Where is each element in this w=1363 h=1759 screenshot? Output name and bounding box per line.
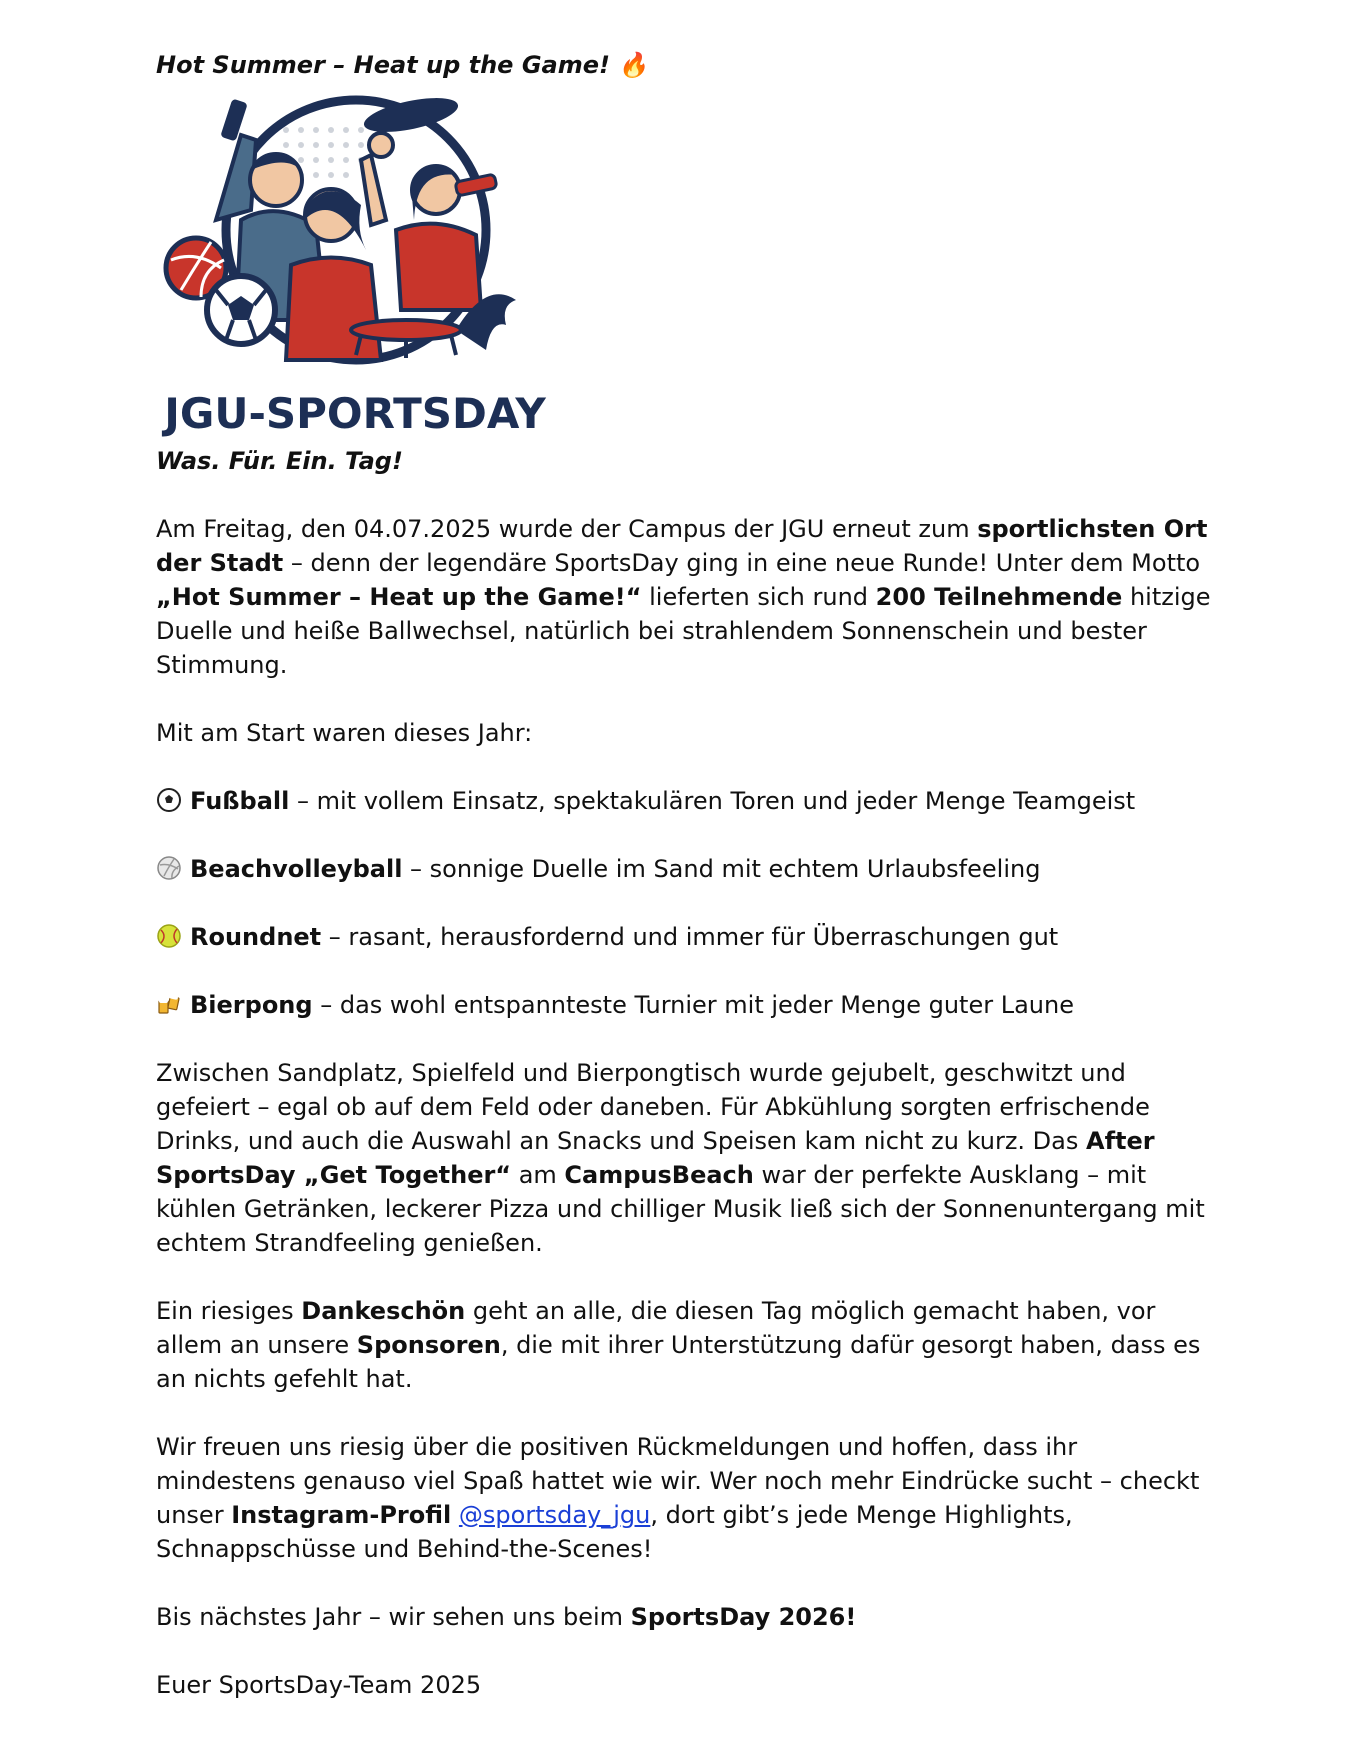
volleyball-icon bbox=[156, 855, 182, 881]
softball-icon bbox=[156, 923, 182, 949]
thanks-bold-sponsoren: Sponsoren bbox=[356, 1331, 501, 1359]
intro-text-2: – denn der legendäre SportsDay ging in eine neue Runde! Unter dem Motto bbox=[283, 549, 1201, 577]
thanks-text-1: Ein riesiges bbox=[156, 1297, 302, 1325]
feedback-bold-instagram: Instagram-Profil bbox=[231, 1501, 452, 1529]
intro-text-3: lieferten sich rund bbox=[641, 583, 876, 611]
sport-desc: – rasant, herausfordernd und immer für Überraschungen gut bbox=[321, 923, 1059, 951]
sport-desc: – das wohl entspannteste Turnier mit jeder Menge guter Laune bbox=[312, 991, 1074, 1019]
event-bold-campusbeach: CampusBeach bbox=[564, 1161, 754, 1189]
beer-mugs-icon bbox=[156, 991, 182, 1017]
sport-item-fussball bbox=[156, 784, 1216, 818]
intro-paragraph bbox=[156, 512, 1216, 682]
sport-desc: – mit vollem Einsatz, spektakulären Toren und jeder Menge Teamgeist bbox=[289, 787, 1136, 815]
intro-bold-1: sportlichsten Ort der Stadt bbox=[156, 515, 1208, 577]
logo-illustration bbox=[156, 90, 554, 442]
event-text-3: war der perfekte Ausklang – mit kühlen Getränken, leckerer Pizza und chilliger Musik ließ sich der Sonnenuntergang mit echtem Strandfeeling genießen. bbox=[156, 1161, 1205, 1257]
closing-line bbox=[156, 1600, 1216, 1634]
intro-bold-motto: „Hot Summer – Heat up the Game!“ bbox=[156, 583, 642, 611]
feedback-paragraph bbox=[156, 1430, 1216, 1566]
feedback-text-1: Wir freuen uns riesig über die positiven Rückmeldungen und hoffen, dass ihr mindestens genauso viel Spaß hattet wie wir. Wer noch mehr Eindrücke sucht – checkt unser bbox=[156, 1433, 1200, 1529]
sport-item-roundnet bbox=[156, 920, 1216, 954]
fire-emoji-icon: 🔥 bbox=[618, 51, 649, 79]
jgu-sportsday-logo bbox=[156, 90, 554, 442]
sport-name: Beachvolleyball bbox=[190, 855, 403, 883]
sport-item-beachvolleyball bbox=[156, 852, 1216, 886]
logo-wordmark: JGU-SPORTSDAY bbox=[164, 389, 546, 438]
event-text-2: am bbox=[511, 1161, 565, 1189]
closing-bold: SportsDay 2026! bbox=[630, 1603, 857, 1631]
soccer-ball-icon bbox=[207, 276, 275, 344]
instagram-link[interactable]: @sportsday_jgu bbox=[458, 1501, 651, 1529]
subline: Was. Für. Ein. Tag! bbox=[156, 447, 403, 475]
sport-item-bierpong bbox=[156, 988, 1216, 1022]
sport-desc: – sonnige Duelle im Sand mit echtem Urlaubsfeeling bbox=[402, 855, 1041, 883]
event-paragraph bbox=[156, 1056, 1216, 1260]
headline-text: Hot Summer – Heat up the Game! bbox=[156, 51, 610, 79]
signature: Euer SportsDay-Team 2025 bbox=[156, 1671, 482, 1699]
thanks-text-2: geht an alle, die diesen Tag möglich gemacht haben, vor allem an unsere bbox=[156, 1297, 1156, 1359]
event-text-1: Zwischen Sandplatz, Spielfeld und Bierpongtisch wurde gejubelt, geschwitzt und gefeiert – egal ob auf dem Feld oder daneben. Für Abkühlung sorgten erfrischende Drinks, und auch die Auswahl an Snacks und Speisen kam nicht zu kurz. Das bbox=[156, 1059, 1150, 1155]
intro-text-1: Am Freitag, den 04.07.2025 wurde der Campus der JGU erneut zum bbox=[156, 515, 978, 543]
intro-text-4: hitzige Duelle und heiße Ballwechsel, natürlich bei strahlendem Sonnenschein und bester Stimmung. bbox=[156, 583, 1211, 679]
sport-name: Roundnet bbox=[190, 923, 322, 951]
sport-name: Bierpong bbox=[190, 991, 313, 1019]
document-body bbox=[156, 48, 1216, 1702]
start-line: Mit am Start waren dieses Jahr: bbox=[156, 719, 533, 747]
headline bbox=[156, 48, 1216, 82]
thanks-text-3: , die mit ihrer Unterstützung dafür gesorgt haben, dass es an nichts gefehlt hat. bbox=[156, 1331, 1201, 1393]
thanks-paragraph bbox=[156, 1294, 1216, 1396]
soccer-ball-icon bbox=[156, 787, 182, 813]
thanks-bold-dankeschoen: Dankeschön bbox=[301, 1297, 466, 1325]
event-bold-get-together: After SportsDay „Get Together“ bbox=[156, 1127, 1155, 1189]
sport-name: Fußball bbox=[190, 787, 290, 815]
intro-bold-participants: 200 Teilnehmende bbox=[875, 583, 1123, 611]
feedback-text-2: , dort gibt’s jede Menge Highlights, Schnappschüsse und Behind-the-Scenes! bbox=[156, 1501, 1073, 1563]
closing-text: Bis nächstes Jahr – wir sehen uns beim bbox=[156, 1603, 631, 1631]
